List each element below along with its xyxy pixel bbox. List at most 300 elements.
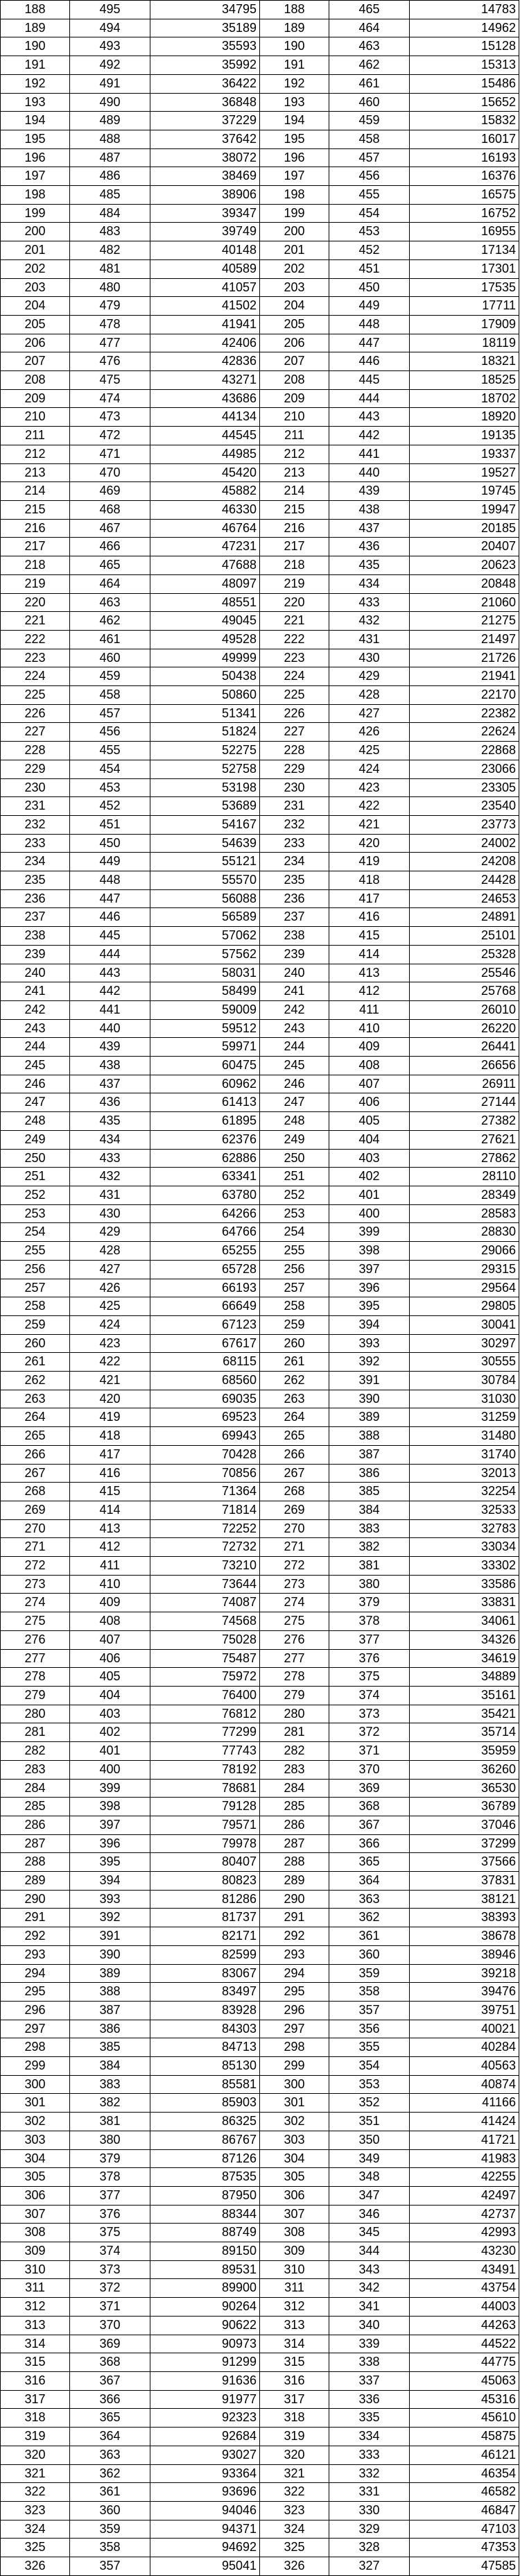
left-score-cell: 383 [70, 2075, 150, 2094]
left-rank-cell: 285 [1, 1798, 70, 1816]
left-score-cell: 441 [70, 1000, 150, 1019]
right-rank-cell: 316 [260, 2372, 329, 2391]
right-cumulative-count-cell: 23773 [410, 815, 519, 834]
table-row [1, 2428, 519, 2446]
left-score-cell: 381 [70, 2113, 150, 2131]
table-row [1, 445, 519, 463]
left-score-cell: 470 [70, 463, 150, 482]
table-row [1, 204, 519, 223]
right-rank-cell: 248 [260, 1112, 329, 1131]
right-score-cell: 394 [329, 1315, 410, 1334]
left-cumulative-count-cell: 93027 [150, 2446, 260, 2464]
left-rank-cell: 324 [1, 2520, 70, 2539]
right-rank-cell: 213 [260, 463, 329, 482]
left-rank-cell: 219 [1, 574, 70, 593]
right-score-cell: 357 [329, 2001, 410, 2020]
left-score-cell: 430 [70, 1204, 150, 1223]
right-rank-cell: 294 [260, 1964, 329, 1983]
right-rank-cell: 317 [260, 2390, 329, 2409]
right-rank-cell: 203 [260, 278, 329, 297]
left-cumulative-count-cell: 49999 [150, 649, 260, 667]
left-cumulative-count-cell: 78681 [150, 1779, 260, 1798]
left-score-cell: 466 [70, 538, 150, 556]
table-row [1, 574, 519, 593]
left-score-cell: 483 [70, 223, 150, 241]
left-cumulative-count-cell: 81286 [150, 1890, 260, 1909]
right-cumulative-count-cell: 29564 [410, 1279, 519, 1297]
left-score-cell: 453 [70, 778, 150, 797]
table-row [1, 2186, 519, 2205]
left-rank-cell: 317 [1, 2390, 70, 2409]
left-rank-cell: 320 [1, 2446, 70, 2464]
left-score-cell: 461 [70, 630, 150, 649]
right-cumulative-count-cell: 34326 [410, 1630, 519, 1649]
table-row [1, 1630, 519, 1649]
right-cumulative-count-cell: 24891 [410, 908, 519, 927]
left-rank-cell: 246 [1, 1075, 70, 1093]
right-score-cell: 371 [329, 1742, 410, 1761]
right-score-cell: 391 [329, 1372, 410, 1390]
table-row [1, 1279, 519, 1297]
left-score-cell: 447 [70, 889, 150, 908]
right-cumulative-count-cell: 18321 [410, 352, 519, 371]
left-score-cell: 464 [70, 574, 150, 593]
left-rank-cell: 256 [1, 1260, 70, 1279]
right-score-cell: 458 [329, 130, 410, 148]
right-cumulative-count-cell: 17535 [410, 278, 519, 297]
left-score-cell: 445 [70, 927, 150, 946]
right-score-cell: 341 [329, 2298, 410, 2317]
right-cumulative-count-cell: 30555 [410, 1353, 519, 1372]
left-score-cell: 394 [70, 1872, 150, 1891]
right-score-cell: 383 [329, 1519, 410, 1538]
left-cumulative-count-cell: 61895 [150, 1112, 260, 1131]
left-score-cell: 428 [70, 1242, 150, 1261]
right-rank-cell: 237 [260, 908, 329, 927]
table-row [1, 889, 519, 908]
right-score-cell: 331 [329, 2483, 410, 2502]
left-score-cell: 361 [70, 2483, 150, 2502]
left-rank-cell: 230 [1, 778, 70, 797]
left-rank-cell: 188 [1, 1, 70, 19]
left-cumulative-count-cell: 78192 [150, 1760, 260, 1779]
left-rank-cell: 293 [1, 1945, 70, 1964]
right-rank-cell: 311 [260, 2279, 329, 2298]
right-score-cell: 457 [329, 148, 410, 167]
table-row [1, 2501, 519, 2520]
table-row [1, 2149, 519, 2168]
right-score-cell: 456 [329, 167, 410, 186]
table-row [1, 964, 519, 982]
left-score-cell: 409 [70, 1594, 150, 1612]
left-score-cell: 415 [70, 1483, 150, 1501]
right-score-cell: 373 [329, 1705, 410, 1723]
left-score-cell: 435 [70, 1112, 150, 1131]
table-row [1, 2131, 519, 2149]
right-score-cell: 423 [329, 778, 410, 797]
right-rank-cell: 308 [260, 2224, 329, 2242]
table-row [1, 1501, 519, 1519]
left-cumulative-count-cell: 87126 [150, 2149, 260, 2168]
right-rank-cell: 309 [260, 2242, 329, 2261]
right-cumulative-count-cell: 42993 [410, 2224, 519, 2242]
table-row [1, 1000, 519, 1019]
table-row [1, 389, 519, 408]
left-cumulative-count-cell: 60962 [150, 1075, 260, 1093]
left-score-cell: 495 [70, 1, 150, 19]
right-cumulative-count-cell: 45063 [410, 2372, 519, 2391]
right-rank-cell: 300 [260, 2075, 329, 2094]
table-row [1, 612, 519, 631]
right-cumulative-count-cell: 24208 [410, 853, 519, 871]
left-score-cell: 429 [70, 1223, 150, 1242]
table-row [1, 2038, 519, 2057]
right-score-cell: 407 [329, 1075, 410, 1093]
left-cumulative-count-cell: 84303 [150, 2020, 260, 2038]
left-cumulative-count-cell: 59971 [150, 1038, 260, 1057]
right-rank-cell: 280 [260, 1705, 329, 1723]
left-cumulative-count-cell: 63341 [150, 1168, 260, 1186]
left-cumulative-count-cell: 42406 [150, 334, 260, 352]
right-score-cell: 450 [329, 278, 410, 297]
left-cumulative-count-cell: 91299 [150, 2353, 260, 2372]
left-cumulative-count-cell: 60475 [150, 1057, 260, 1075]
right-cumulative-count-cell: 33302 [410, 1557, 519, 1576]
right-cumulative-count-cell: 41166 [410, 2094, 519, 2113]
left-rank-cell: 277 [1, 1649, 70, 1668]
left-rank-cell: 202 [1, 259, 70, 278]
left-cumulative-count-cell: 65255 [150, 1242, 260, 1261]
right-rank-cell: 202 [260, 259, 329, 278]
right-rank-cell: 192 [260, 74, 329, 93]
left-cumulative-count-cell: 75487 [150, 1649, 260, 1668]
left-cumulative-count-cell: 66649 [150, 1297, 260, 1316]
right-cumulative-count-cell: 43230 [410, 2242, 519, 2261]
table-row [1, 908, 519, 927]
right-rank-cell: 324 [260, 2520, 329, 2539]
right-score-cell: 355 [329, 2038, 410, 2057]
right-score-cell: 360 [329, 1945, 410, 1964]
right-rank-cell: 252 [260, 1186, 329, 1205]
right-score-cell: 375 [329, 1668, 410, 1687]
right-rank-cell: 296 [260, 2001, 329, 2020]
right-rank-cell: 285 [260, 1798, 329, 1816]
right-cumulative-count-cell: 32013 [410, 1464, 519, 1483]
right-cumulative-count-cell: 34889 [410, 1668, 519, 1687]
right-score-cell: 376 [329, 1649, 410, 1668]
right-rank-cell: 239 [260, 945, 329, 964]
right-cumulative-count-cell: 36260 [410, 1760, 519, 1779]
left-score-cell: 486 [70, 167, 150, 186]
right-rank-cell: 314 [260, 2335, 329, 2353]
left-cumulative-count-cell: 74568 [150, 1612, 260, 1631]
right-cumulative-count-cell: 21497 [410, 630, 519, 649]
left-rank-cell: 200 [1, 223, 70, 241]
table-row [1, 1890, 519, 1909]
table-row [1, 2409, 519, 2428]
left-cumulative-count-cell: 44985 [150, 445, 260, 463]
left-rank-cell: 299 [1, 2057, 70, 2076]
right-rank-cell: 262 [260, 1372, 329, 1390]
left-cumulative-count-cell: 69035 [150, 1390, 260, 1408]
right-rank-cell: 293 [260, 1945, 329, 1964]
right-rank-cell: 209 [260, 389, 329, 408]
right-rank-cell: 196 [260, 148, 329, 167]
right-score-cell: 339 [329, 2335, 410, 2353]
right-score-cell: 333 [329, 2446, 410, 2464]
table-row [1, 1260, 519, 1279]
left-score-cell: 492 [70, 56, 150, 75]
left-rank-cell: 319 [1, 2428, 70, 2446]
left-rank-cell: 203 [1, 278, 70, 297]
table-row [1, 797, 519, 816]
left-cumulative-count-cell: 47688 [150, 556, 260, 575]
right-score-cell: 415 [329, 927, 410, 946]
left-score-cell: 424 [70, 1315, 150, 1334]
right-score-cell: 374 [329, 1686, 410, 1705]
left-rank-cell: 307 [1, 2205, 70, 2224]
right-cumulative-count-cell: 38121 [410, 1890, 519, 1909]
right-rank-cell: 279 [260, 1686, 329, 1705]
right-score-cell: 459 [329, 112, 410, 130]
left-score-cell: 484 [70, 204, 150, 223]
left-cumulative-count-cell: 53198 [150, 778, 260, 797]
right-score-cell: 370 [329, 1760, 410, 1779]
right-score-cell: 382 [329, 1538, 410, 1557]
left-cumulative-count-cell: 39749 [150, 223, 260, 241]
right-score-cell: 377 [329, 1630, 410, 1649]
right-rank-cell: 319 [260, 2428, 329, 2446]
right-rank-cell: 201 [260, 241, 329, 260]
table-row [1, 93, 519, 112]
right-cumulative-count-cell: 24428 [410, 871, 519, 890]
left-rank-cell: 221 [1, 612, 70, 631]
left-score-cell: 389 [70, 1964, 150, 1983]
right-rank-cell: 199 [260, 204, 329, 223]
right-score-cell: 352 [329, 2094, 410, 2113]
right-score-cell: 399 [329, 1223, 410, 1242]
right-rank-cell: 198 [260, 186, 329, 205]
left-score-cell: 400 [70, 1760, 150, 1779]
left-score-cell: 463 [70, 593, 150, 612]
right-cumulative-count-cell: 32254 [410, 1483, 519, 1501]
right-cumulative-count-cell: 44263 [410, 2316, 519, 2335]
left-cumulative-count-cell: 92323 [150, 2409, 260, 2428]
table-row [1, 1112, 519, 1131]
left-cumulative-count-cell: 54167 [150, 815, 260, 834]
left-cumulative-count-cell: 73644 [150, 1575, 260, 1594]
left-cumulative-count-cell: 91636 [150, 2372, 260, 2391]
right-cumulative-count-cell: 16575 [410, 186, 519, 205]
right-cumulative-count-cell: 22868 [410, 742, 519, 760]
right-cumulative-count-cell: 19337 [410, 445, 519, 463]
right-rank-cell: 222 [260, 630, 329, 649]
right-cumulative-count-cell: 38678 [410, 1927, 519, 1946]
right-score-cell: 395 [329, 1297, 410, 1316]
right-rank-cell: 225 [260, 686, 329, 705]
right-cumulative-count-cell: 45316 [410, 2390, 519, 2409]
table-row [1, 1204, 519, 1223]
right-rank-cell: 224 [260, 667, 329, 686]
left-rank-cell: 193 [1, 93, 70, 112]
right-cumulative-count-cell: 41983 [410, 2149, 519, 2168]
left-rank-cell: 210 [1, 408, 70, 427]
right-rank-cell: 211 [260, 427, 329, 445]
right-score-cell: 356 [329, 2020, 410, 2038]
right-score-cell: 353 [329, 2075, 410, 2094]
right-rank-cell: 306 [260, 2186, 329, 2205]
left-score-cell: 481 [70, 259, 150, 278]
right-score-cell: 345 [329, 2224, 410, 2242]
table-row [1, 2390, 519, 2409]
left-rank-cell: 303 [1, 2131, 70, 2149]
table-row [1, 1464, 519, 1483]
right-score-cell: 416 [329, 908, 410, 927]
left-cumulative-count-cell: 83928 [150, 2001, 260, 2020]
left-score-cell: 458 [70, 686, 150, 705]
right-cumulative-count-cell: 47353 [410, 2539, 519, 2557]
right-cumulative-count-cell: 42497 [410, 2186, 519, 2205]
left-rank-cell: 281 [1, 1723, 70, 1742]
left-rank-cell: 311 [1, 2279, 70, 2298]
left-score-cell: 377 [70, 2186, 150, 2205]
table-row [1, 2446, 519, 2464]
right-rank-cell: 310 [260, 2260, 329, 2279]
left-rank-cell: 214 [1, 482, 70, 501]
left-cumulative-count-cell: 58499 [150, 982, 260, 1001]
right-rank-cell: 197 [260, 167, 329, 186]
left-cumulative-count-cell: 54639 [150, 834, 260, 853]
right-rank-cell: 292 [260, 1927, 329, 1946]
right-score-cell: 379 [329, 1594, 410, 1612]
left-cumulative-count-cell: 43686 [150, 389, 260, 408]
right-score-cell: 438 [329, 500, 410, 519]
right-rank-cell: 242 [260, 1000, 329, 1019]
table-row [1, 1538, 519, 1557]
right-cumulative-count-cell: 16752 [410, 204, 519, 223]
left-cumulative-count-cell: 44134 [150, 408, 260, 427]
table-row [1, 148, 519, 167]
table-row [1, 1649, 519, 1668]
left-score-cell: 493 [70, 37, 150, 56]
left-rank-cell: 309 [1, 2242, 70, 2261]
left-cumulative-count-cell: 49045 [150, 612, 260, 631]
right-score-cell: 400 [329, 1204, 410, 1223]
table-row [1, 1, 519, 19]
right-rank-cell: 282 [260, 1742, 329, 1761]
right-cumulative-count-cell: 31740 [410, 1445, 519, 1464]
left-rank-cell: 204 [1, 297, 70, 316]
left-rank-cell: 288 [1, 1853, 70, 1872]
right-score-cell: 412 [329, 982, 410, 1001]
left-cumulative-count-cell: 86767 [150, 2131, 260, 2149]
right-score-cell: 432 [329, 612, 410, 631]
table-row [1, 2224, 519, 2242]
right-cumulative-count-cell: 40874 [410, 2075, 519, 2094]
right-score-cell: 417 [329, 889, 410, 908]
left-score-cell: 477 [70, 334, 150, 352]
right-score-cell: 340 [329, 2316, 410, 2335]
right-rank-cell: 206 [260, 334, 329, 352]
right-score-cell: 443 [329, 408, 410, 427]
left-rank-cell: 296 [1, 2001, 70, 2020]
right-rank-cell: 250 [260, 1149, 329, 1168]
right-cumulative-count-cell: 23305 [410, 778, 519, 797]
left-rank-cell: 229 [1, 760, 70, 778]
left-cumulative-count-cell: 67123 [150, 1315, 260, 1334]
left-score-cell: 473 [70, 408, 150, 427]
right-rank-cell: 315 [260, 2353, 329, 2372]
table-row [1, 278, 519, 297]
left-score-cell: 386 [70, 2020, 150, 2038]
right-cumulative-count-cell: 34061 [410, 1612, 519, 1631]
right-rank-cell: 247 [260, 1093, 329, 1112]
left-score-cell: 427 [70, 1260, 150, 1279]
right-rank-cell: 298 [260, 2038, 329, 2057]
left-rank-cell: 321 [1, 2464, 70, 2483]
table-row [1, 2539, 519, 2557]
left-score-cell: 387 [70, 2001, 150, 2020]
left-rank-cell: 232 [1, 815, 70, 834]
left-cumulative-count-cell: 80407 [150, 1853, 260, 1872]
right-cumulative-count-cell: 20848 [410, 574, 519, 593]
table-row [1, 1983, 519, 2002]
right-score-cell: 381 [329, 1557, 410, 1576]
right-cumulative-count-cell: 39751 [410, 2001, 519, 2020]
right-cumulative-count-cell: 36789 [410, 1798, 519, 1816]
right-rank-cell: 194 [260, 112, 329, 130]
right-rank-cell: 193 [260, 93, 329, 112]
table-row [1, 2075, 519, 2094]
left-cumulative-count-cell: 93696 [150, 2483, 260, 2502]
left-score-cell: 420 [70, 1390, 150, 1408]
table-row [1, 704, 519, 723]
right-score-cell: 330 [329, 2501, 410, 2520]
left-cumulative-count-cell: 85903 [150, 2094, 260, 2113]
left-cumulative-count-cell: 45420 [150, 463, 260, 482]
table-row [1, 649, 519, 667]
right-score-cell: 436 [329, 538, 410, 556]
left-cumulative-count-cell: 38072 [150, 148, 260, 167]
right-cumulative-count-cell: 47585 [410, 2557, 519, 2576]
right-cumulative-count-cell: 44775 [410, 2353, 519, 2372]
left-cumulative-count-cell: 79571 [150, 1816, 260, 1834]
right-cumulative-count-cell: 18119 [410, 334, 519, 352]
right-cumulative-count-cell: 34619 [410, 1649, 519, 1668]
table-row [1, 556, 519, 575]
left-cumulative-count-cell: 76812 [150, 1705, 260, 1723]
left-cumulative-count-cell: 48097 [150, 574, 260, 593]
right-cumulative-count-cell: 37299 [410, 1834, 519, 1853]
table-row [1, 334, 519, 352]
left-cumulative-count-cell: 75028 [150, 1630, 260, 1649]
left-rank-cell: 243 [1, 1019, 70, 1038]
left-rank-cell: 297 [1, 2020, 70, 2038]
table-row [1, 538, 519, 556]
right-score-cell: 389 [329, 1408, 410, 1427]
right-rank-cell: 288 [260, 1853, 329, 1872]
left-rank-cell: 300 [1, 2075, 70, 2094]
table-row [1, 427, 519, 445]
table-row [1, 2316, 519, 2335]
left-cumulative-count-cell: 94371 [150, 2520, 260, 2539]
table-row [1, 2113, 519, 2131]
right-cumulative-count-cell: 16193 [410, 148, 519, 167]
left-score-cell: 472 [70, 427, 150, 445]
right-cumulative-count-cell: 14783 [410, 1, 519, 19]
table-row [1, 1909, 519, 1927]
left-cumulative-count-cell: 35992 [150, 56, 260, 75]
